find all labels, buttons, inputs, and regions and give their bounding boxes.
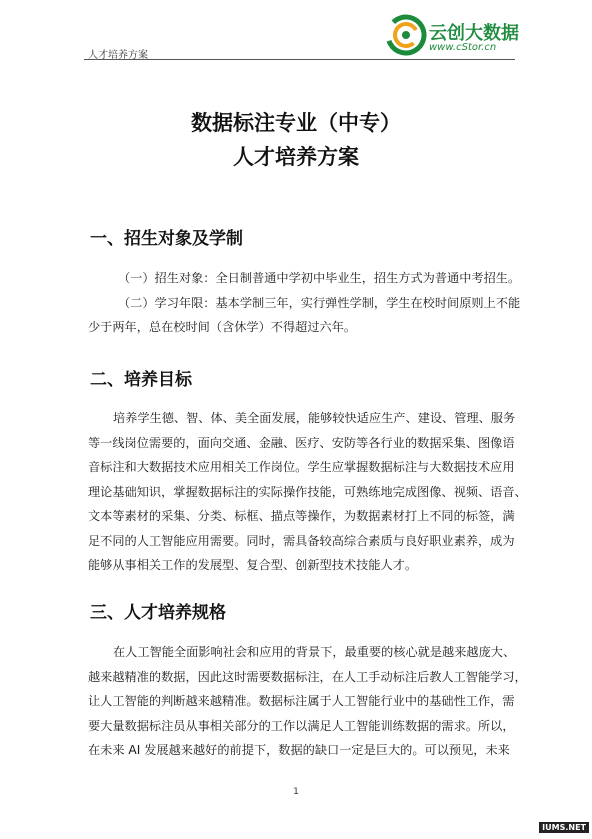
section-body-objectives <box>88 406 527 578</box>
paragraph-line: 音标注和大数据技术应用相关工作岗位。学生应掌握数据标注与大数据技术应用 <box>88 460 515 474</box>
section-heading-specifications: 三、人才培养规格 <box>90 603 226 623</box>
swirl-logo-icon <box>385 14 427 56</box>
section-body-specifications <box>88 640 527 763</box>
section-heading-enrollment: 一、招生对象及学制 <box>90 229 243 249</box>
paragraph-line: 让人工智能的判断越来越精准。数据标注属于人工智能行业中的基础性工作，需 <box>88 694 515 708</box>
page-number: 1 <box>293 787 299 797</box>
document-title: 数据标注专业（中专） <box>191 111 401 135</box>
paragraph-line: （一）招生对象：全日制普通中学初中毕业生，招生方式为普通中考招生。 <box>118 271 521 285</box>
paragraph-line: 要大量数据标注员从事相关部分的工作以满足人工智能训练数据的需求。所以， <box>88 718 515 733</box>
paragraph-line: 足不同的人工智能应用需要。同时，需具备较高综合素质与良好职业素养，成为 <box>88 533 515 548</box>
paragraph-line: （二）学习年限：基本学制三年，实行弹性学制，学生在校时间原则上不能 <box>118 295 521 310</box>
running-header: 人才培养方案 <box>88 50 148 61</box>
paragraph-line: 少于两年，总在校时间（含休学）不得超过六年。 <box>88 320 357 334</box>
document-subtitle: 人才培养方案 <box>233 145 359 169</box>
site-watermark: IUMS.NET <box>539 822 589 833</box>
paragraph-line: 能够从事相关工作的发展型、复合型、创新型技术技能人才。 <box>88 558 418 572</box>
paragraph-line: 在人工智能全面影响社会和应用的背景下，最重要的核心就是越来越庞大、 <box>113 645 516 659</box>
logo-url: www.cStor.cn <box>429 42 497 53</box>
logo-wordmark: 云创大数据 <box>429 23 519 44</box>
paragraph-line: 等一线岗位需要的，面向交通、金融、医疗、安防等各行业的数据采集、图像语 <box>88 435 515 450</box>
paragraph-line: 培养学生德、智、体、美全面发展，能够较快适应生产、建设、管理、服务 <box>113 411 516 425</box>
paragraph-line: 越来越精准的数据，因此这时需要数据标注，在人工手动标注后教人工智能学习， <box>88 669 527 684</box>
paragraph-line: 文本等素材的采集、分类、标框、描点等操作，为数据素材打上不同的标签，满 <box>88 509 515 523</box>
section-heading-objectives: 二、培养目标 <box>90 370 192 390</box>
paragraph-line: 在未来 AI 发展越来越好的前提下，数据的缺口一定是巨大的。可以预见，未来 <box>88 743 510 757</box>
header-divider <box>84 59 515 60</box>
company-logo <box>385 14 520 56</box>
paragraph-line: 理论基础知识，掌握数据标注的实际操作技能，可熟练地完成图像、视频、语音、 <box>88 484 527 499</box>
section-body-enrollment <box>88 266 521 340</box>
